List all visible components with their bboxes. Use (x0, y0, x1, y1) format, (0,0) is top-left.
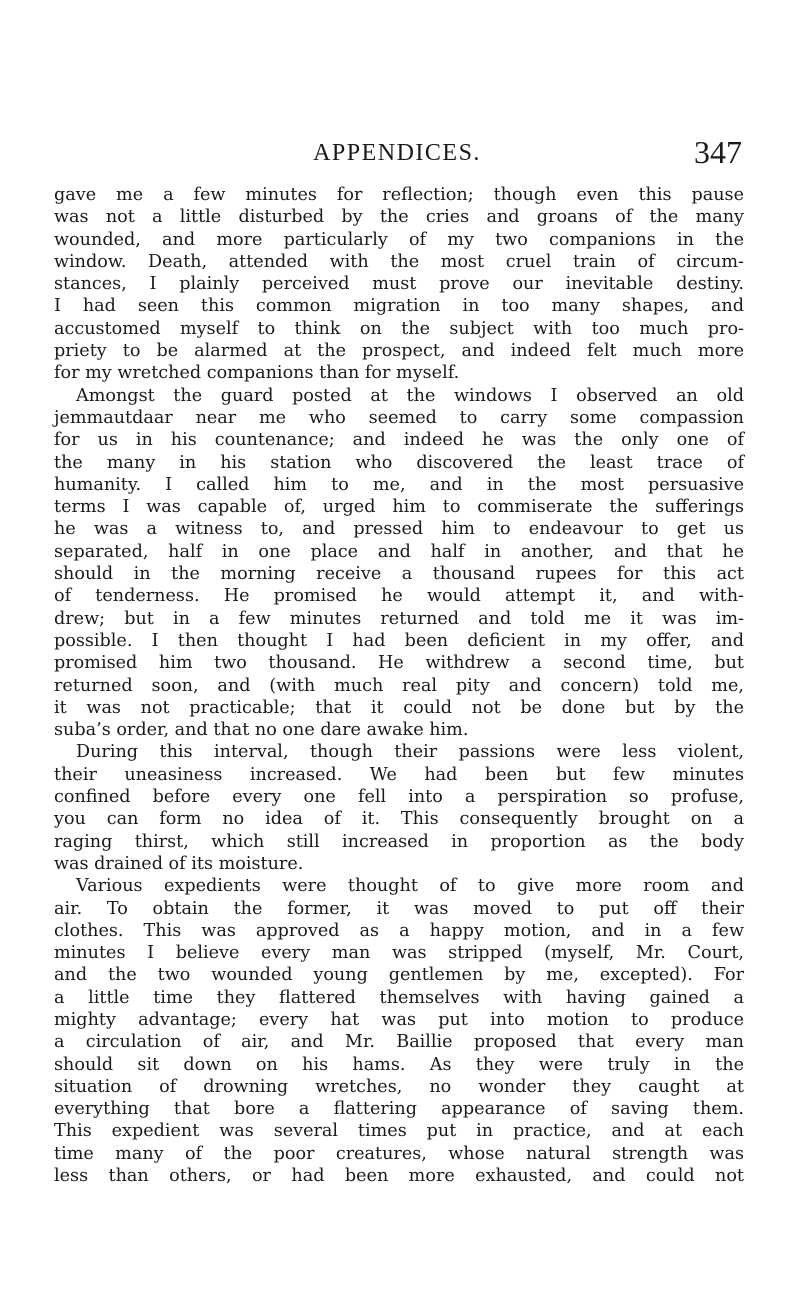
body-text (54, 184, 744, 1187)
text-line: for my wretched companions than for myself. (54, 363, 460, 384)
text-line: wounded, and more particularly of my two companions in the (54, 229, 744, 250)
text-line: promised him two thousand. He withdrew a second time, but (54, 653, 744, 674)
text-line: you can form no idea of it. This consequently brought on a (54, 809, 744, 830)
text-line: less than others, or had been more exhausted, and could not (54, 1166, 744, 1187)
text-line: should sit down on his hams. As they were truly in the (54, 1054, 744, 1075)
text-line: minutes I believe every man was stripped (myself, Mr. Court, (54, 943, 744, 964)
text-line: clothes. This was approved as a happy motion, and in a few (54, 920, 744, 941)
text-line: the many in his station who discovered the least trace of (54, 452, 744, 473)
text-line: drew; but in a few minutes returned and told me it was im- (54, 608, 744, 629)
text-line: possible. I then thought I had been deficient in my offer, and (54, 630, 744, 651)
text-line: for us in his countenance; and indeed he was the only one of (54, 430, 744, 451)
text-line: Various expedients were thought of to give more room and (76, 876, 744, 897)
text-line: terms I was capable of, urged him to commiserate the sufferings (54, 497, 744, 518)
paragraph (54, 184, 744, 385)
text-line: mighty advantage; every hat was put into motion to produce (54, 1009, 744, 1030)
text-line: stances, I plainly perceived must prove our inevitable destiny. (54, 274, 744, 295)
text-line: This expedient was several times put in practice, and at each (54, 1121, 744, 1142)
running-title: APPENDICES. (313, 140, 481, 166)
text-line: raging thirst, which still increased in proportion as the body (54, 831, 744, 852)
text-line: Amongst the guard posted at the windows I observed an old (76, 385, 744, 406)
text-line: confined before every one fell into a perspiration so profuse, (54, 787, 744, 808)
text-line: he was a witness to, and pressed him to endeavour to get us (54, 519, 744, 540)
text-line: jemmautdaar near me who seemed to carry some compassion (54, 407, 744, 428)
text-line: should in the morning receive a thousand rupees for this act (54, 564, 744, 585)
text-line: gave me a few minutes for reflection; though even this pause (54, 185, 744, 205)
text-line: it was not practicable; that it could not be done but by the (54, 697, 744, 718)
text-line: time many of the poor creatures, whose natural strength was (54, 1143, 744, 1164)
text-line: a circulation of air, and Mr. Baillie proposed that every man (54, 1032, 744, 1053)
text-line: window. Death, attended with the most cruel train of circum- (54, 251, 744, 272)
text-line: everything that bore a flattering appearance of saving them. (54, 1099, 744, 1120)
text-line: humanity. I called him to me, and in the most persuasive (54, 474, 744, 495)
text-line: a little time they flattered themselves with having gained a (54, 987, 744, 1008)
paragraph (54, 741, 744, 875)
text-line: separated, half in one place and half in another, and that he (54, 541, 744, 562)
text-line: returned soon, and (with much real pity and concern) told me, (54, 675, 744, 696)
text-line: and the two wounded young gentlemen by me, excepted). For (54, 965, 744, 986)
text-line: During this interval, though their passions were less violent, (76, 742, 744, 763)
text-line: priety to be alarmed at the prospect, and indeed felt much more (54, 341, 744, 362)
text-line: I had seen this common migration in too many shapes, and (54, 296, 744, 317)
text-line: was not a little disturbed by the cries and groans of the many (54, 207, 744, 228)
running-head (52, 134, 742, 170)
paragraph (54, 385, 744, 742)
paragraph (54, 875, 744, 1187)
text-line: suba’s order, and that no one dare awake him. (54, 720, 469, 741)
text-line: of tenderness. He promised he would attempt it, and with- (54, 586, 744, 607)
page-number: 347 (694, 134, 742, 170)
text-line: was drained of its moisture. (54, 853, 304, 874)
text-line: situation of drowning wretches, no wonder they caught at (54, 1076, 744, 1097)
text-line: their uneasiness increased. We had been but few minutes (54, 764, 744, 785)
text-line: air. To obtain the former, it was moved to put off their (54, 898, 744, 919)
text-line: accustomed myself to think on the subject with too much pro- (54, 318, 744, 339)
